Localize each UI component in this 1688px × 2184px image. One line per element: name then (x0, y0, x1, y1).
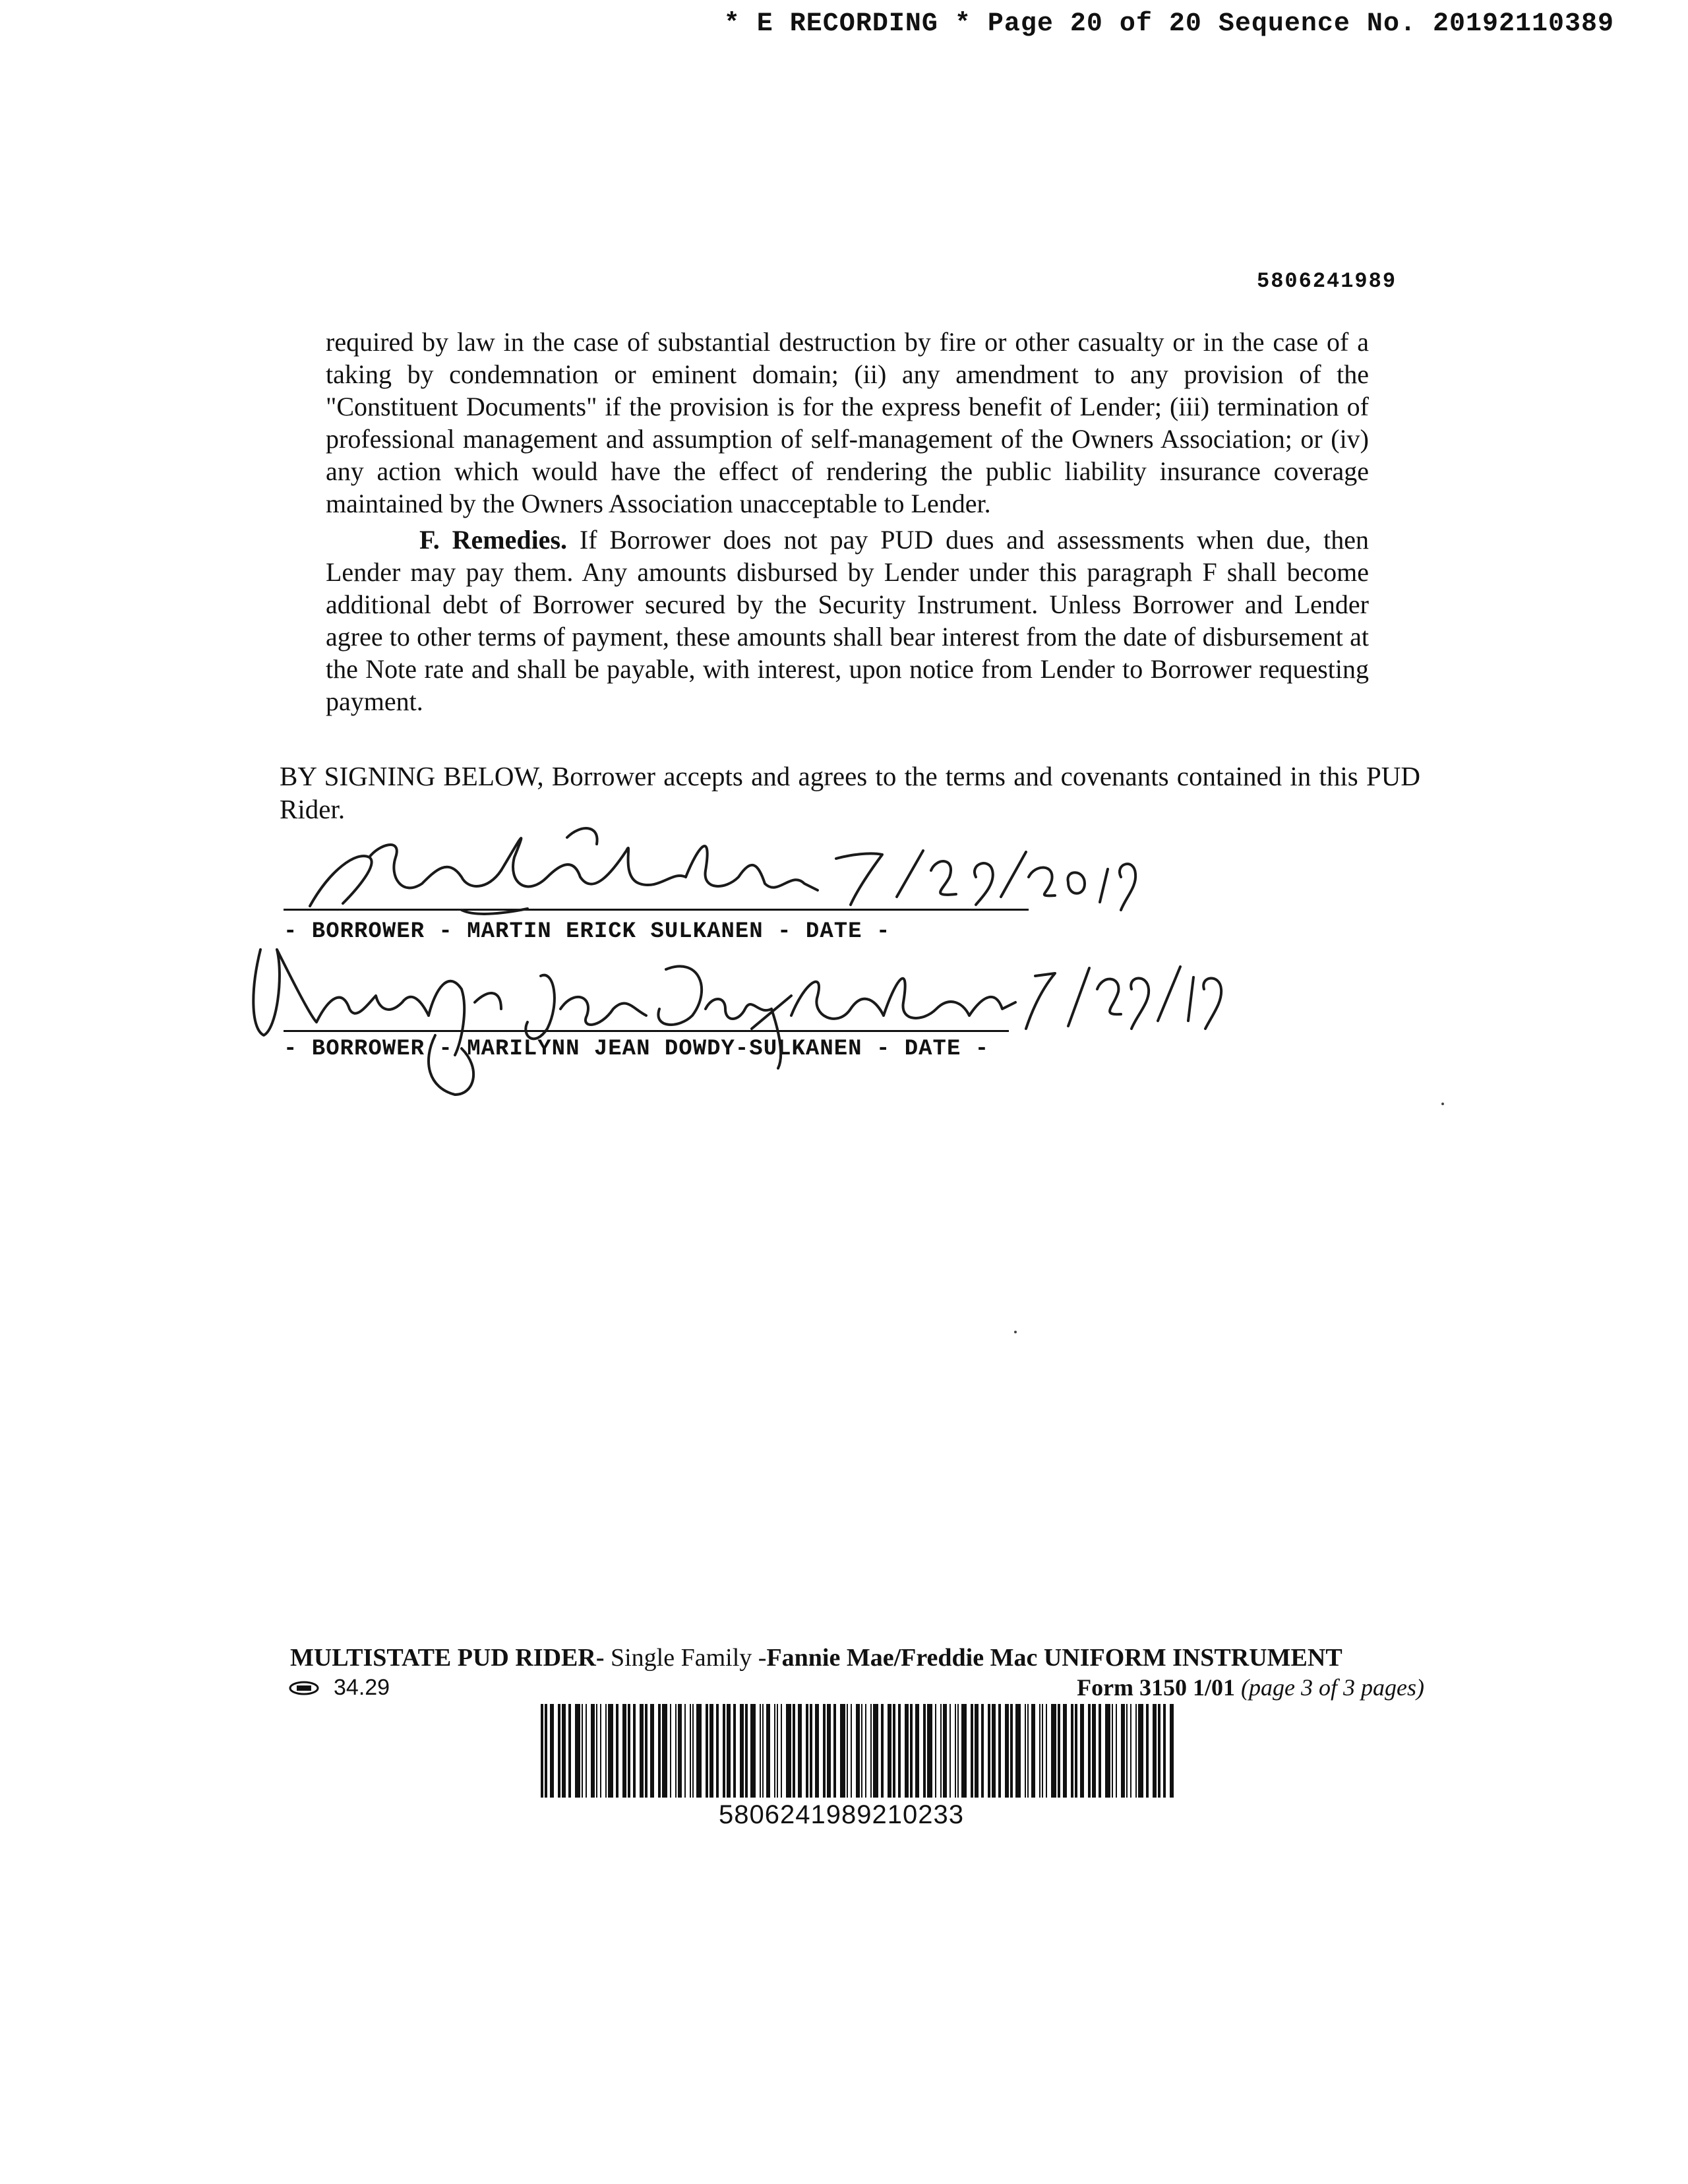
barcode-bar (957, 1704, 959, 1798)
signature-caption-borrower-1: - BORROWER - MARTIN ERICK SULKANEN - DATE - (284, 919, 891, 944)
barcode-bar (628, 1704, 630, 1798)
form-number: Form 3150 1/01 (1077, 1674, 1236, 1701)
barcode-bar (905, 1704, 909, 1798)
barcode-bar (706, 1704, 708, 1798)
barcode-bar (981, 1704, 984, 1798)
barcode-bar (798, 1704, 802, 1798)
barcode-bar (861, 1704, 862, 1798)
barcode-bar (1071, 1704, 1073, 1798)
barcode-bar (823, 1704, 826, 1798)
barcode-bar (1163, 1704, 1166, 1798)
barcode-bar (815, 1704, 819, 1798)
barcode-bar (1015, 1704, 1021, 1798)
barcode-bar (750, 1704, 756, 1798)
barcode-bar (1153, 1704, 1157, 1798)
barcode-bar (827, 1704, 831, 1798)
barcode-bar (709, 1704, 713, 1798)
footer-title-regular: Single Family - (604, 1644, 767, 1672)
barcode-bar (971, 1704, 973, 1798)
barcode-bar (806, 1704, 808, 1798)
barcode-bar (1092, 1704, 1096, 1798)
barcode-number: 5806241989210233 (719, 1800, 964, 1829)
signature-line-borrower-1 (284, 909, 1029, 911)
barcode-bar (1099, 1704, 1101, 1798)
barcode-bar (833, 1704, 836, 1798)
barcode-bar (961, 1704, 967, 1798)
barcode-bar (851, 1704, 852, 1798)
barcode (541, 1704, 1174, 1798)
barcode-bar (1170, 1704, 1174, 1798)
barcode-bar (898, 1704, 901, 1798)
barcode-bar (616, 1704, 618, 1798)
barcode-bar (586, 1704, 587, 1798)
barcode-bar (840, 1704, 845, 1798)
barcode-bar (888, 1704, 891, 1798)
footer-form-code (289, 1675, 390, 1701)
barcode-bar (727, 1704, 731, 1798)
footer-title-bold: MULTISTATE PUD RIDER- (290, 1644, 605, 1672)
barcode-bar (1005, 1704, 1009, 1798)
barcode-bar (1146, 1704, 1149, 1798)
barcode-bar (1105, 1704, 1110, 1798)
signature-borrower-2 (253, 950, 1015, 1095)
barcode-bar (558, 1704, 560, 1798)
barcode-bar (541, 1704, 543, 1798)
remedies-heading: F. Remedies. (419, 525, 568, 555)
barcode-bar (873, 1704, 878, 1798)
scan-speck (1441, 1103, 1444, 1105)
barcode-bar (927, 1704, 932, 1798)
barcode-bar (1158, 1704, 1160, 1798)
barcode-bar (955, 1704, 956, 1798)
barcode-bar (591, 1704, 595, 1798)
barcode-bar (1039, 1704, 1040, 1798)
barcode-bar (640, 1704, 644, 1798)
barcode-bar (870, 1704, 872, 1798)
barcode-bar (608, 1704, 613, 1798)
barcode-bar (865, 1704, 866, 1798)
barcode-bar (950, 1704, 951, 1798)
continued-paragraph: required by law in the case of substantial destruction by fire or other casualty or in the case of a taking by condemnation or eminent domain; (ii) any amendment to any provision of the "Constituent Documents" if the provision is for the express benefit of Lender; (iii) termination of professional management and assumption of self-management of the Owners Association; or (iv) any action which would have the effect of rendering the public liability insurance coverage maintained by the Owners Association unacceptable to Lender. (326, 327, 1369, 518)
barcode-bar (760, 1704, 761, 1798)
barcode-bar (1027, 1704, 1029, 1798)
barcode-bar (992, 1704, 996, 1798)
signature-borrower-1 (310, 828, 818, 914)
barcode-bar (684, 1704, 686, 1798)
barcode-bar (596, 1704, 597, 1798)
barcode-bar (600, 1704, 601, 1798)
barcode-bar (658, 1704, 661, 1798)
barcode-bar (988, 1704, 990, 1798)
barcode-bar (1046, 1704, 1047, 1798)
footer-form-title (290, 1643, 1342, 1672)
barcode-bar (1130, 1704, 1131, 1798)
barcode-bar (1010, 1704, 1013, 1798)
barcode-bar (1135, 1704, 1137, 1798)
barcode-bar (675, 1704, 677, 1798)
barcode-bar (622, 1704, 626, 1798)
remedies-text: If Borrower does not pay PUD dues and assessments when due, then Lender may pay them. Any amounts disbursed by Lender under this paragraph F shall become additional debt of Borrower secured by the Security Instrument. Unless Borrower and Lender agree to other terms of payment, these amounts shall bear interest from the date of disbursement at the Note rate and shall be payable, with interest, upon notice from Lender to Borrower requesting payment. (326, 525, 1370, 716)
barcode-bar (1058, 1704, 1060, 1798)
form-code: 34.29 (334, 1675, 390, 1700)
barcode-bar (1075, 1704, 1077, 1798)
barcode-bar (1138, 1704, 1143, 1798)
barcode-bar (774, 1704, 775, 1798)
barcode-bar (923, 1704, 926, 1798)
barcode-bar (575, 1704, 580, 1798)
barcode-bar (762, 1704, 764, 1798)
recording-header: * E RECORDING * Page 20 of 20 Sequence No. 20192110389 (723, 9, 1614, 39)
barcode-bar (1116, 1704, 1117, 1798)
barcode-bar (910, 1704, 913, 1798)
barcode-bar (662, 1704, 667, 1798)
barcode-bar (716, 1704, 719, 1798)
barcode-bar (847, 1704, 848, 1798)
barcode-bar (786, 1704, 791, 1798)
barcode-bar (678, 1704, 682, 1798)
barcode-bar (545, 1704, 547, 1798)
barcode-bar (562, 1704, 566, 1798)
barcode-bar (568, 1704, 571, 1798)
barcode-bar (1126, 1704, 1128, 1798)
signature-date-borrower-1 (836, 851, 1135, 910)
barcode-bar (723, 1704, 725, 1798)
barcode-bar (915, 1704, 919, 1798)
barcode-bar (793, 1704, 795, 1798)
barcode-bar (550, 1704, 554, 1798)
signature-caption-borrower-2: - BORROWER - MARILYNN JEAN DOWDY-SULKANEN - DATE - (284, 1037, 990, 1062)
barcode-bar (766, 1704, 770, 1798)
barcode-bar (781, 1704, 782, 1798)
barcode-bar (998, 1704, 1001, 1798)
barcode-bar (605, 1704, 607, 1798)
barcode-bar (1025, 1704, 1026, 1798)
footer-title-bold-2: Fannie Mae/Freddie Mac UNIFORM INSTRUMENT (766, 1644, 1342, 1672)
barcode-bar (935, 1704, 936, 1798)
form-logo-icon (289, 1681, 319, 1695)
barcode-bar (582, 1704, 583, 1798)
barcode-bar (745, 1704, 748, 1798)
barcode-bar (856, 1704, 860, 1798)
barcode-bar (881, 1704, 884, 1798)
barcode-bar (975, 1704, 979, 1798)
signing-statement: BY SIGNING BELOW, Borrower accepts and agrees to the terms and covenants contained in this PUD Rider. (280, 761, 1420, 824)
barcode-bar (810, 1704, 812, 1798)
barcode-bar (650, 1704, 654, 1798)
barcode-bar (1088, 1704, 1091, 1798)
signature-line-borrower-2 (284, 1030, 1009, 1032)
barcode-bar (670, 1704, 671, 1798)
page-count-note: (page 3 of 3 pages) (1241, 1674, 1424, 1701)
loan-number: 5806241989 (1257, 269, 1397, 293)
barcode-bar (1051, 1704, 1056, 1798)
barcode-bar (1042, 1704, 1043, 1798)
scan-speck (1014, 1331, 1017, 1333)
footer-form-number (1077, 1674, 1424, 1701)
barcode-bar (733, 1704, 736, 1798)
barcode-bar (1121, 1704, 1125, 1798)
barcode-bar (943, 1704, 947, 1798)
signature-date-borrower-2 (1026, 967, 1221, 1029)
barcode-bar (777, 1704, 778, 1798)
barcode-bar (940, 1704, 942, 1798)
barcode-bar (1031, 1704, 1035, 1798)
barcode-bar (1063, 1704, 1067, 1798)
barcode-bar (1080, 1704, 1084, 1798)
barcode-bar (1112, 1704, 1113, 1798)
barcode-bar (633, 1704, 636, 1798)
barcode-bar (645, 1704, 648, 1798)
remedies-paragraph (326, 524, 1369, 717)
barcode-bar (690, 1704, 691, 1798)
barcode-bar (692, 1704, 694, 1798)
barcode-bar (893, 1704, 895, 1798)
barcode-bar (740, 1704, 744, 1798)
barcode-bar (696, 1704, 702, 1798)
